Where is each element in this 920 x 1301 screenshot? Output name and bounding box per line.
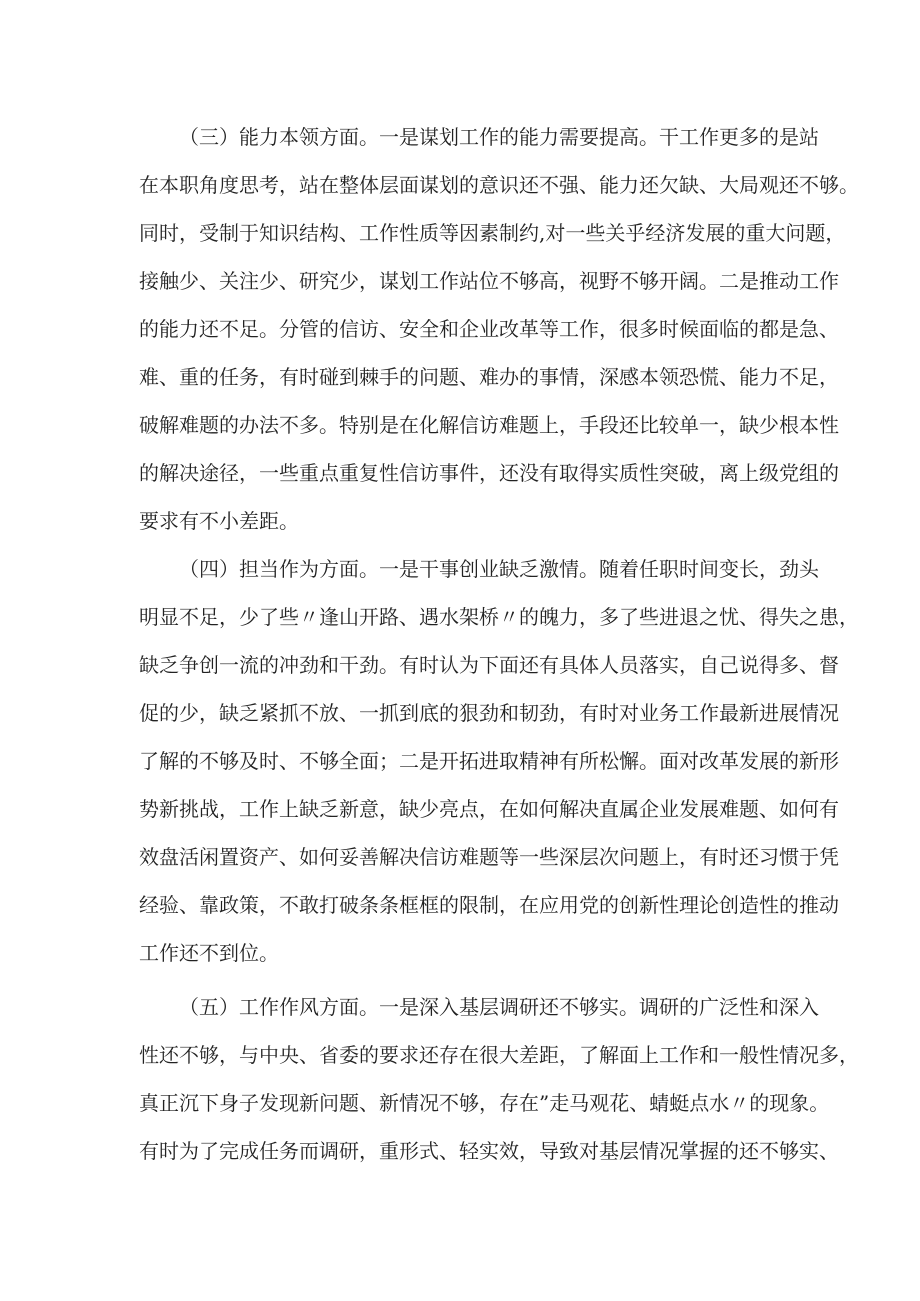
text-line: 明显不足，少了些〃逢山开路、遇水架桥〃的魄力，多了些进退之忧、得失之患， xyxy=(139,605,859,629)
text-line: （三）能力本领方面。一是谋划工作的能力需要提高。干工作更多的是站 xyxy=(179,125,819,149)
text-line: 工作还不到位。 xyxy=(139,941,279,965)
text-line: 难、重的任务，有时碰到棘手的问题、难办的事情，深感本领恐慌、能力不足， xyxy=(139,365,839,389)
text-line: 效盘活闲置资产、如何妥善解决信访难题等一些深层次问题上，有时还习惯于凭 xyxy=(139,845,839,869)
text-line: 势新挑战，工作上缺乏新意，缺少亮点，在如何解决直属企业发展难题、如何有 xyxy=(139,797,839,821)
text-line: 要求有不小差距。 xyxy=(139,509,299,533)
text-line: 了解的不够及时、不够全面；二是开拓进取精神有所松懈。面对改革发展的新形 xyxy=(139,749,839,773)
text-line: 接触少、关注少、研究少，谋划工作站位不够高，视野不够开阔。二是推动工作 xyxy=(139,269,839,293)
text-line: 在本职角度思考，站在整体层面谋划的意识还不强、能力还欠缺、大局观还不够。 xyxy=(139,173,859,197)
text-line: （四）担当作为方面。一是干事创业缺乏激情。随着任职时间变长，劲头 xyxy=(179,557,819,581)
text-line: 经验、靠政策，不敢打破条条框框的限制，在应用党的创新性理论创造性的推动 xyxy=(139,893,839,917)
text-line: 促的少，缺乏紧抓不放、一抓到底的狠劲和韧劲，有时对业务工作最新进展情况 xyxy=(139,701,839,725)
text-line: 同时，受制于知识结构、工作性质等因素制约,对一些关乎经济发展的重大问题， xyxy=(139,221,846,245)
text-line: 的解决途径，一些重点重复性信访事件，还没有取得实质性突破，离上级党组的 xyxy=(139,461,839,485)
text-line: （五）工作作风方面。一是深入基层调研还不够实。调研的广泛性和深入 xyxy=(179,995,819,1019)
text-line: 的能力还不足。分管的信访、安全和企业改革等工作，很多时候面临的都是急、 xyxy=(139,317,839,341)
text-line: 有时为了完成任务而调研，重形式、轻实效，导致对基层情况掌握的还不够实、 xyxy=(139,1139,839,1163)
text-line: 性还不够，与中央、省委的要求还存在很大差距，了解面上工作和一般性情况多， xyxy=(139,1043,859,1067)
text-line: 缺乏争创一流的冲劲和干劲。有时认为下面还有具体人员落实，自己说得多、督 xyxy=(139,653,839,677)
text-line: 破解难题的办法不多。特别是在化解信访难题上，手段还比较单一，缺少根本性 xyxy=(139,413,839,437)
text-line: 真正沉下身子发现新问题、新情况不够，存在”走马观花、蜻蜓点水〃的现象。 xyxy=(139,1091,830,1115)
